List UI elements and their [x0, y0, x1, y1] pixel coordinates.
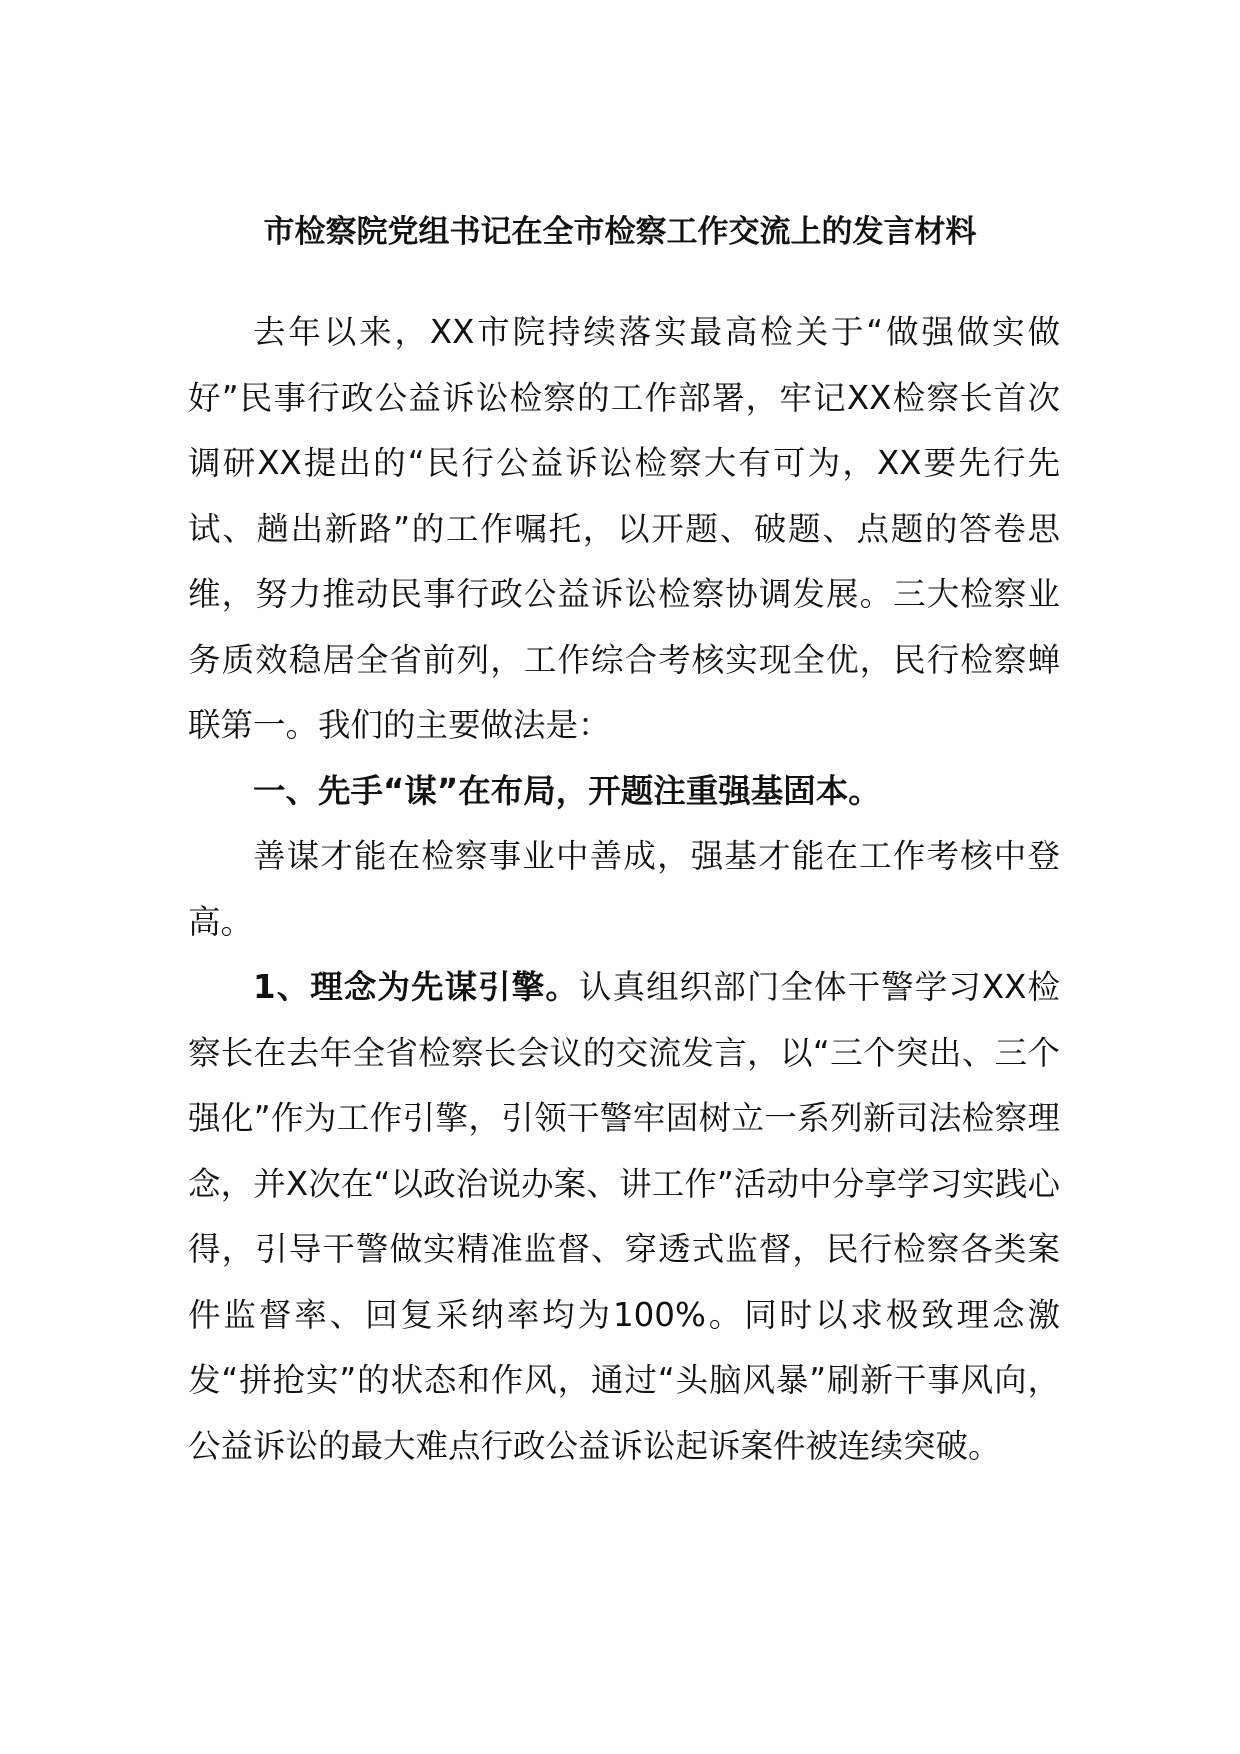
document-body: [188, 300, 1060, 1479]
section-intro-paragraph: 善谋才能在检察事业中善成，强基才能在工作考核中登高。: [188, 837, 1060, 941]
item-paragraph-1: [188, 955, 1060, 1479]
document-title: 市检察院党组书记在全市检察工作交流上的发言材料: [263, 214, 977, 250]
item-body-1: 认真组织部门全体干警学习XX检察长在去年全省检察长会议的交流发言，以“三个突出、三个强化”作为工作引擎，引领干警牢固树立一系列新司法检察理念，并X次在“以政治说办案、讲工作”活动中分享学习实践心得，引导干警做实精准监督、穿透式监督，民行检察各类案件监督率、回复采纳率均为100%。同时以求极致理念激发“拼抢实”的状态和作风，通过“头脑风暴”刷新干事风向，公益诉讼的最大难点行政公益诉讼起诉案件被连续突破。: [188, 968, 1060, 1465]
item-lead-1: 1、理念为先谋引擎。: [253, 968, 579, 1006]
intro-paragraph: 去年以来，XX市院持续落实最高检关于“做强做实做好”民事行政公益诉讼检察的工作部署，牢记XX检察长首次调研XX提出的“民行公益诉讼检察大有可为，XX要先行先试、趟出新路”的工作嘱托，以开题、破题、点题的答卷思维，努力推动民事行政公益诉讼检察协调发展。三大检察业务质效稳居全省前列，工作综合考核实现全优，民行检察蝉联第一。我们的主要做法是：: [188, 313, 1060, 744]
section-heading-1: 一、先手“谋”在布局，开题注重强基固本。: [253, 771, 881, 810]
